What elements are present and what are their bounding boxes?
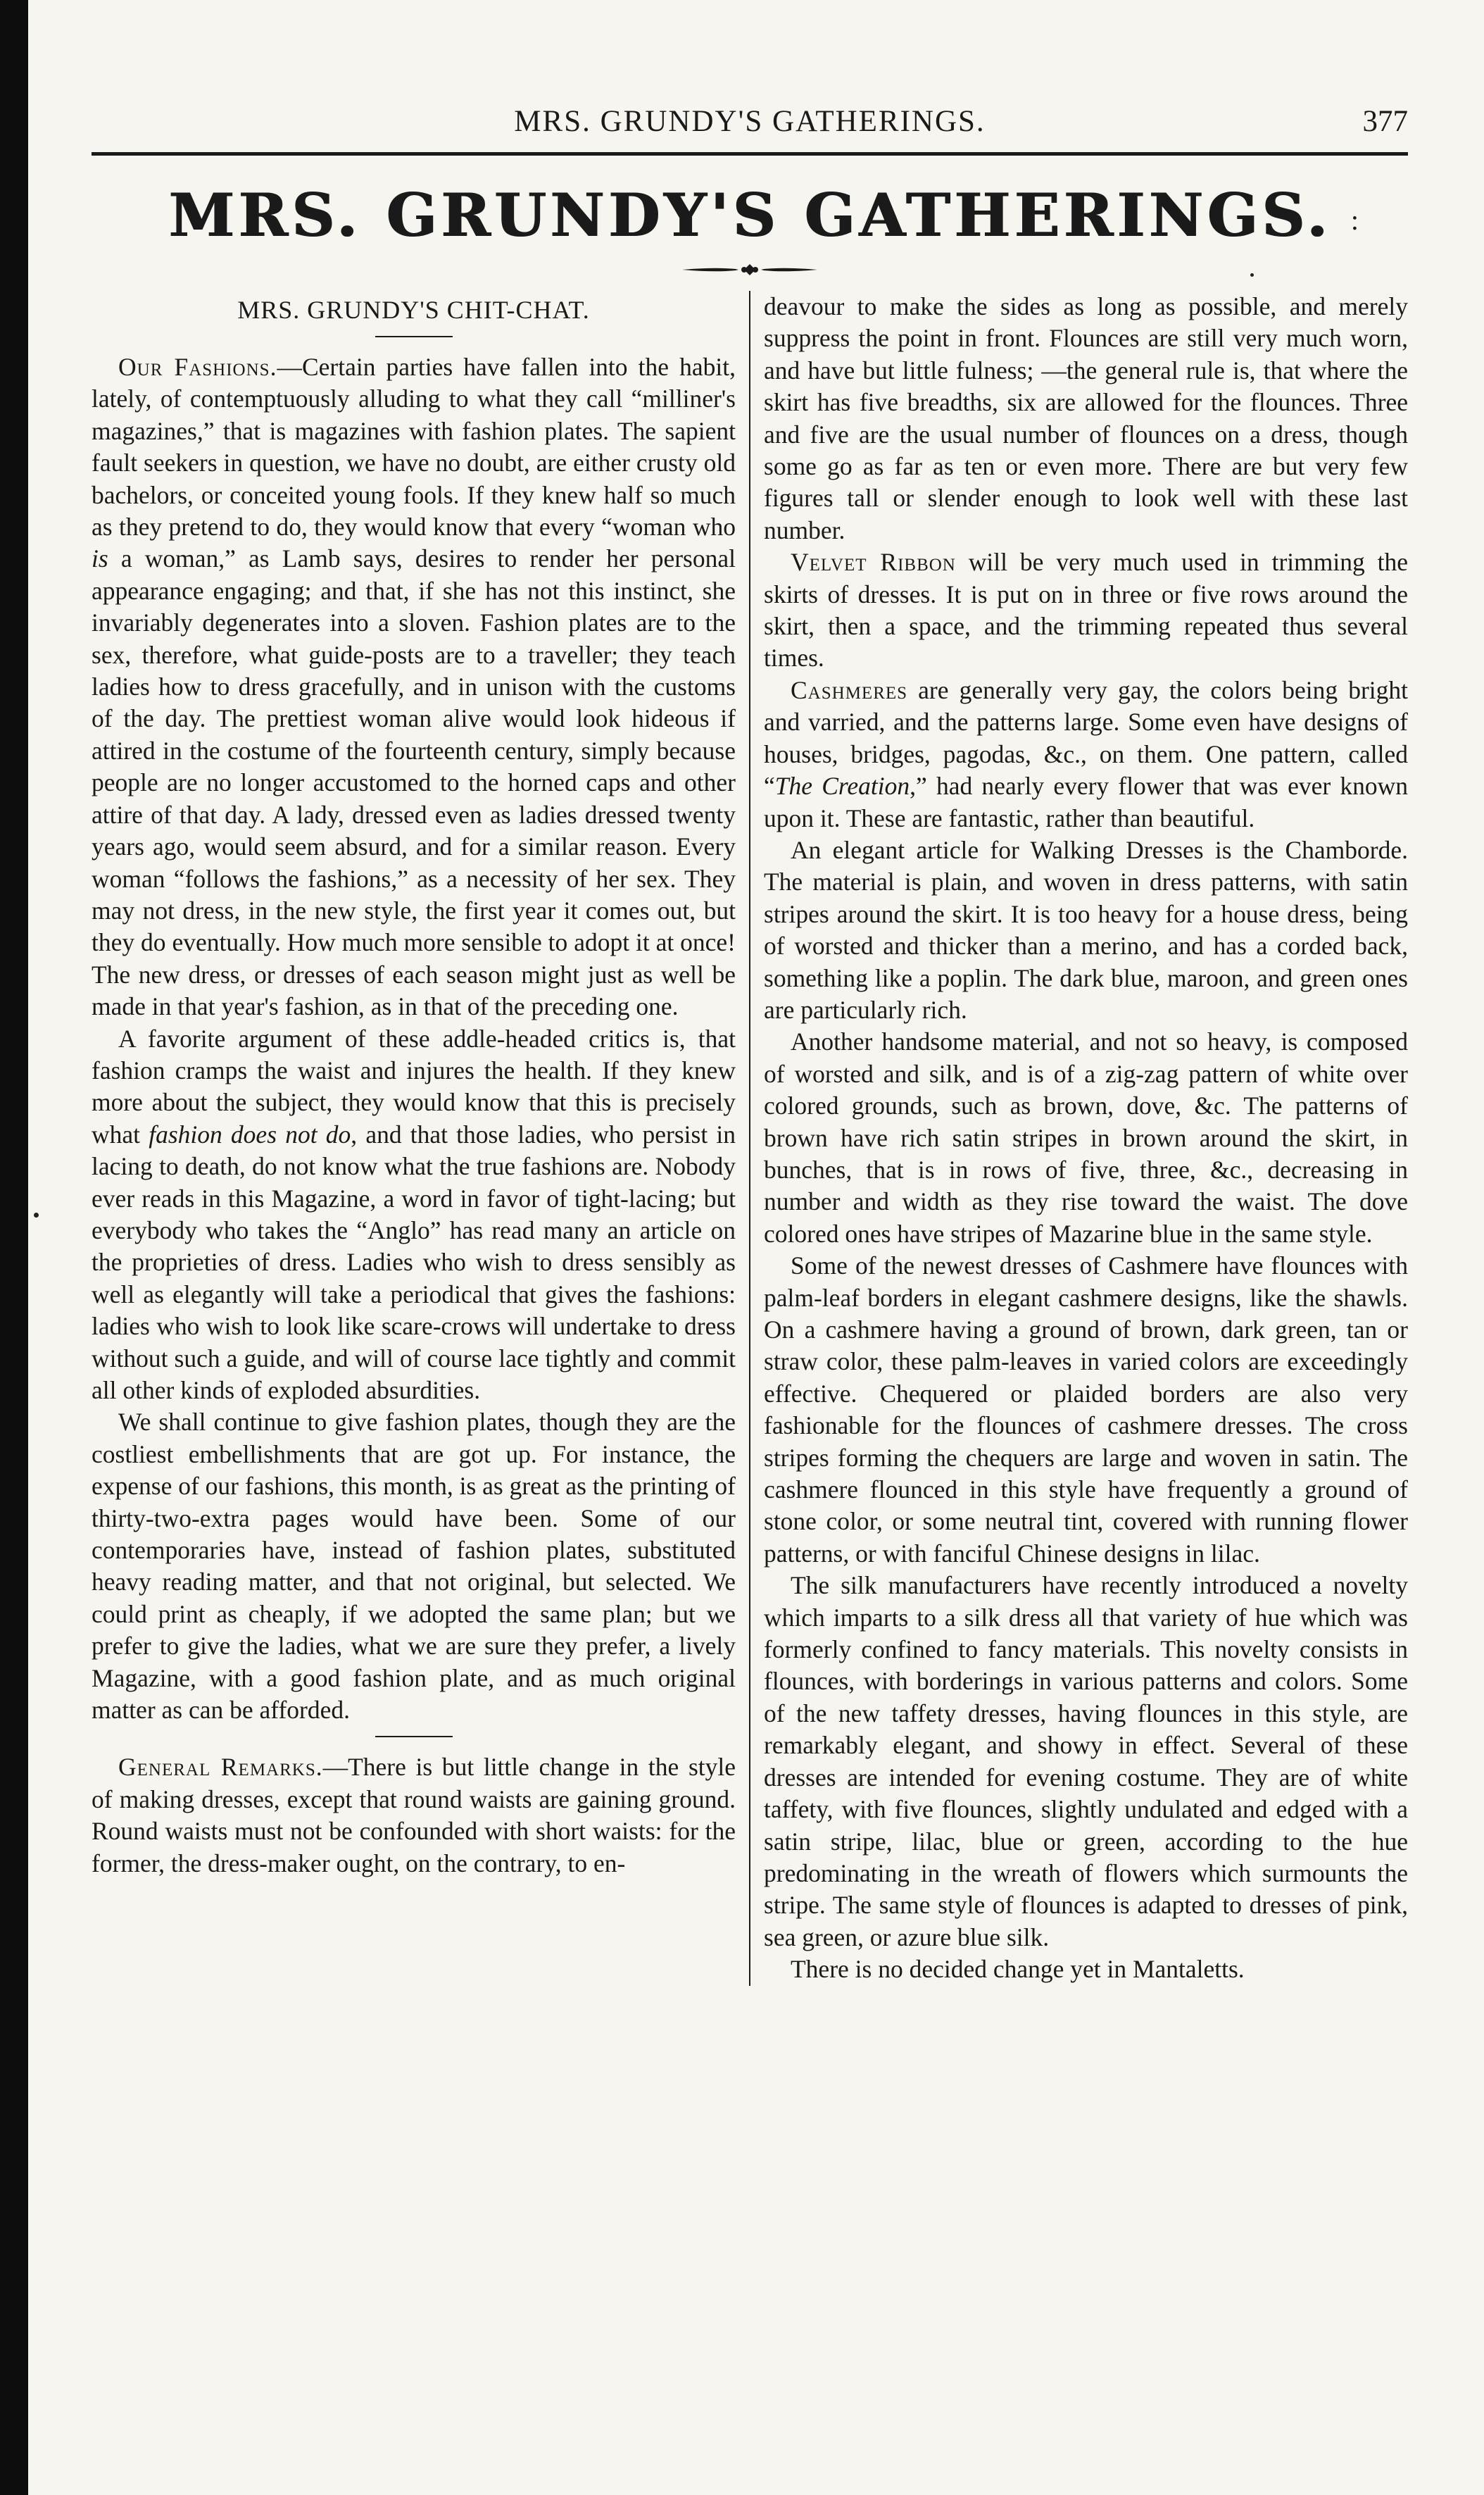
left-column: [92, 291, 736, 1986]
masthead: [92, 177, 1408, 261]
paragraph-text: , and that those ladies, who persist in lacing to death, do not know what the true fashions are. Nobody ever reads in this Magazine, a word in favor of tight-lacing; but everybody who takes the “Anglo” has read many an article on the proprieties of dress. Ladies who wish to dress sensibly as well as elegantly will take a periodical that gives the fashions: ladies who wish to look like scare-crows will undertake to dress without such a guide, and will of course lace tightly and commit all other kinds of exploded absurdities.: [92, 1120, 736, 1404]
page-binding-edge: [0, 0, 28, 2495]
paragraph-lead: General Remarks.: [118, 1753, 323, 1782]
italic-text: is: [92, 544, 108, 573]
paragraph-lead: Our Fashions.: [118, 353, 277, 381]
paragraph-silk-novelty: The silk manufacturers have recently introduced a novelty which imparts to a silk dress all that variety of hue which was formerly confined to fancy materials. This novelty consists in flounces, with borderings in various patterns and colors. Some of the new taffety dresses, having flounces in this style, are remarkably elegant, and showy in effect. Several of these dresses are intended for evening costume. They are of white taffety, with five flounces, slightly undulated and edged with a satin stripe, lilac, blue or green, according to the hue predominating in the wreath of flowers which surmounts the stripe. The same style of flounces is adapted to dresses of pink, sea green, or azure blue silk.: [764, 1571, 1408, 1951]
paragraph-velvet-ribbon: [764, 546, 1408, 675]
paragraph-text: a woman,” as Lamb says, desires to render her personal appearance engaging; and that, if she has not this instinct, she invariably degenerates into a sloven. Fashion plates are to the sex, therefore, what guide-posts are to a traveller; they teach ladies how to dress gracefully, and in unison with the customs of the day. The prettiest woman alive would look hideous if attired in the costume of the fourteenth century, simply because people are no longer accustomed to the horned caps and other attire of that day. A lady, dressed even as ladies dressed twenty years ago, would seem absurd, and for a similar reason. Every woman “follows the fashions,” as a necessity of her sex. They may not dress, in the new style, the first year it comes out, but they do eventually. How much more sensible to adopt it at once! The new dress, or dresses of each season might just as well be made in that year's fashion, as in that of the preceding one.: [92, 544, 736, 1021]
masthead-colon: :: [1350, 204, 1359, 236]
masthead-title: MRS. GRUNDY'S GATHERINGS.: [168, 180, 1331, 250]
paragraph-chamborde: An elegant article for Walking Dresses is the Chamborde. The material is plain, and woven in dress patterns, with satin stripes around the skirt. It is too heavy for a house dress, being of worsted and thicker than a merino, and has a corded back, something like a poplin. The dark blue, maroon, and green ones are particularly rich.: [764, 835, 1408, 1024]
paragraph-mantaletts: There is no decided change yet in Mantaletts.: [791, 1955, 1245, 1984]
article-columns: [92, 291, 1408, 1986]
paragraph-text: —There is but little change in the style of making dresses, except that round waists are gaining ground. Round waists must not be confounded with short waists: for the former, the dress-maker ought, on the contrary, to en-: [92, 1753, 736, 1877]
paragraph-general-remarks: [92, 1751, 736, 1880]
paragraph-our-fashions: [92, 351, 736, 1023]
running-head: [92, 90, 1408, 146]
paragraph-text: ,” had nearly every flower that was ever known upon it. These are fantastic, rather than beautiful.: [764, 772, 1408, 832]
scan-speck: [34, 1213, 39, 1218]
paragraph-fashion-plates: We shall continue to give fashion plates, though they are the costliest embellishments that are got up. For instance, the expense of our fashions, this month, is as great as the printing of thirty-two-extra pages would have been. Some of our contemporaries have, instead of fashion plates, substituted heavy reading matter, and that not original, but selected. We could print as cheaply, if we adopted the same plan; but we prefer to give the ladies, what we are sure they prefer, a lively Magazine, with a good fashion plate, and as much original matter as can be afforded.: [92, 1408, 736, 1725]
paragraph-cashmere-flounces: Some of the newest dresses of Cashmere have flounces with palm-leaf borders in elegant cashmere designs, like the shawls. On a cashmere having a ground of brown, dark green, tan or straw color, these palm-leaves in varied colors are exceedingly effective. Chequered or plaided borders are also very fashionable for the flounces of cashmere dresses. The cross stripes forming the chequers are large and woven in satin. The cashmere flounced in this style have frequently a ground of stone color, or some neutral tint, covered with running flower patterns, or with fanciful Chinese designs in lilac.: [764, 1251, 1408, 1568]
header-rule: [92, 152, 1408, 156]
paragraph-lead: Cashmeres: [791, 675, 908, 704]
italic-text: The Creation: [774, 772, 910, 801]
section-title: MRS. GRUNDY'S CHIT-CHAT.: [237, 296, 590, 324]
paragraph-favorite-argument: [92, 1023, 736, 1407]
paragraph-cashmeres: [764, 675, 1408, 834]
ornament-divider-icon: [679, 261, 820, 278]
section-rule: [375, 1736, 453, 1737]
paragraph-continued: deavour to make the sides as long as possible, and merely suppress the point in front. Flounces are still very much worn, and have but little fulness; —the general rule is, that where the skirt has five breadths, six are allowed for the flounces. Three and five are the usual number of flounces on a dress, though some go as far as ten or even more. There are but very few figures tall or slender enough to look well with these last number.: [764, 292, 1408, 544]
page-number: 377: [1362, 105, 1408, 138]
paragraph-lead: Velvet Ribbon: [791, 548, 956, 577]
running-title: MRS. GRUNDY'S GATHERINGS.: [514, 105, 986, 138]
right-column: [764, 291, 1408, 1986]
italic-text: fashion does not do: [149, 1120, 351, 1149]
paragraph-text: —Certain parties have fallen into the habit, lately, of contemptuously alluding to what they call “milliner's magazines,” that is magazines with fashion plates. The sapient fault seekers in question, we have no doubt, are either crusty old bachelors, or conceited young fools. If they knew half so much as they pretend to do, they would know that every “woman who: [92, 353, 736, 542]
page: [92, 90, 1408, 1986]
paragraph-text: will be very much used in trimming the skirts of dresses. It is put on in three or five rows around the skirt, then a space, and the trimming repeated thus several times.: [764, 548, 1408, 673]
section-rule: [375, 336, 453, 337]
paragraph-worsted-silk: Another handsome material, and not so heavy, is composed of worsted and silk, and is of a zig-zag pattern of white over colored grounds, such as brown, dove, &c. The patterns of brown have rich satin stripes in brown around the skirt, in bunches, that is in rows of five, three, &c., decreasing in number and width as they rise toward the waist. The dove colored ones have stripes of Mazarine blue in the same style.: [764, 1027, 1408, 1248]
paragraph-text: A favorite argument of these addle-headed critics is, that fashion cramps the waist and injures the health. If they knew more about the subject, they would know that this is precisely what: [92, 1024, 736, 1149]
paragraph-text: are generally very gay, the colors being bright and varried, and the patterns large. Some even have designs of houses, bridges, pagodas, &c., on them. One pattern, called “: [764, 675, 1408, 801]
column-divider: [749, 291, 750, 1986]
